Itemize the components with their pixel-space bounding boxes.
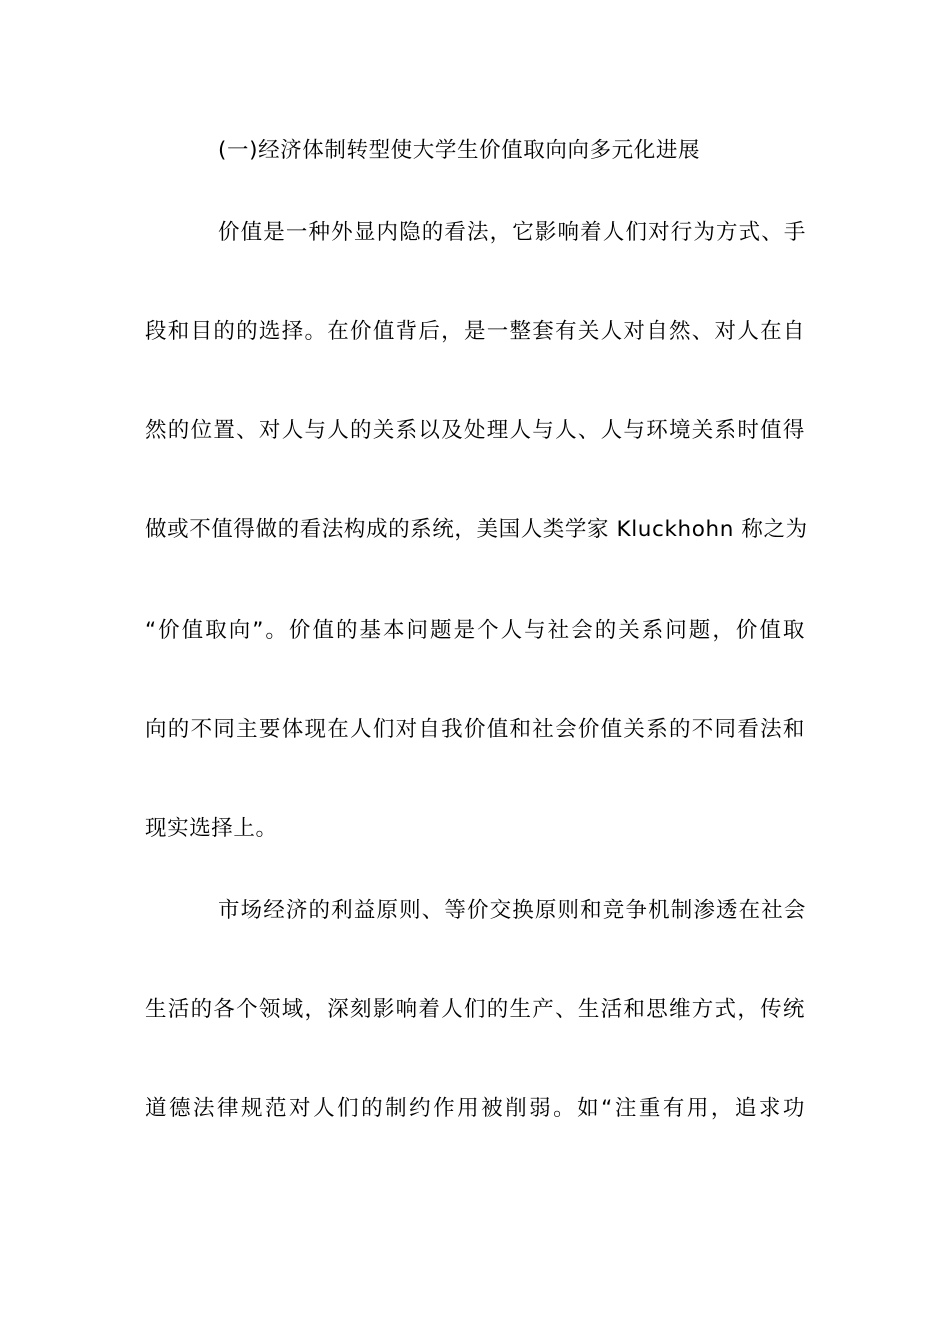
paragraph-line: 现实选择上。 [145,816,278,841]
paragraph-line: 道德法律规范对人们的制约作用被削弱。如“注重有用，追求功 [145,1096,805,1121]
paragraph-line: 市场经济的利益原则、等价交换原则和竞争机制渗透在社会 [218,898,806,923]
paragraph-line: 做或不值得做的看法构成的系统，美国人类学家 Kluckhohn 称之为 [145,517,808,542]
paragraph-line: 段和目的的选择。在价值背后，是一整套有关人对自然、对人在自 [145,319,805,344]
section-heading: (一)经济体制转型使大学生价值取向向多元化进展 [218,138,701,163]
paragraph-line: 向的不同主要体现在人们对自我价值和社会价值关系的不同看法和 [145,717,805,742]
paragraph-line: “价值取向”。价值的基本问题是个人与社会的关系问题，价值取 [145,618,805,643]
paragraph-line: 价值是一种外显内隐的看法，它影响着人们对行为方式、手 [218,220,806,245]
paragraph-line: 生活的各个领域，深刻影响着人们的生产、生活和思维方式，传统 [145,997,805,1022]
paragraph-line: 然的位置、对人与人的关系以及处理人与人、人与环境关系时值得 [145,418,805,443]
